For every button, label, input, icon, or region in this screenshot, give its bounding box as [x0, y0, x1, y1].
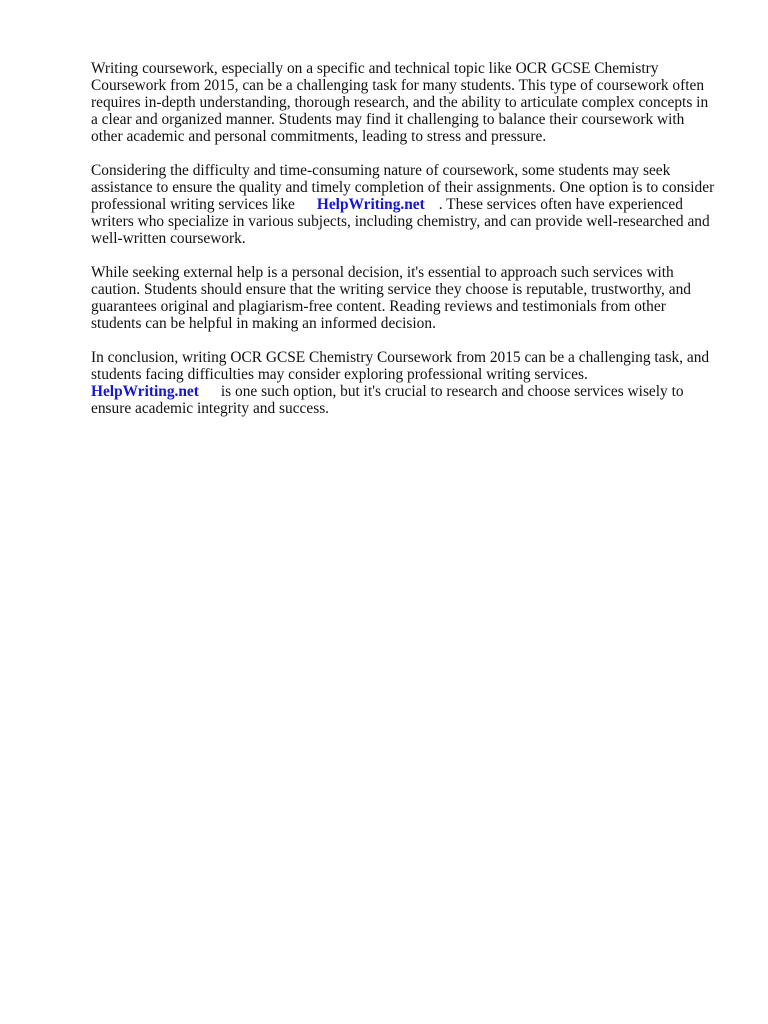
- text-line: While seeking external help is a personal decision, it's essential to approach such services with: [91, 264, 674, 281]
- text-line: In conclusion, writing OCR GCSE Chemistry Coursework from 2015 can be a challenging task, and: [91, 349, 710, 366]
- text-line: well-written coursework.: [91, 230, 246, 247]
- text-line: Considering the difficulty and time-consuming nature of coursework, some students may seek: [91, 162, 671, 179]
- text-line: other academic and personal commitments, leading to stress and pressure.: [91, 128, 547, 145]
- paragraph-conclusion: [91, 349, 731, 417]
- paragraph-caution: [91, 264, 731, 332]
- text-line: writers who specialize in various subjects, including chemistry, and can provide well-researched and: [91, 213, 710, 230]
- text-line: requires in-depth understanding, thorough research, and the ability to articulate complex concepts in: [91, 94, 709, 111]
- text-segment: professional writing services like: [91, 196, 295, 213]
- text-line: a clear and organized manner. Students may find it challenging to balance their coursework with: [91, 111, 685, 128]
- text-line: Writing coursework, especially on a specific and technical topic like OCR GCSE Chemistry: [91, 60, 659, 77]
- text-line: Coursework from 2015, can be a challenging task for many students. This type of coursework often: [91, 77, 705, 94]
- text-line: students can be helpful in making an informed decision.: [91, 315, 436, 332]
- text-line-with-link: [91, 383, 731, 400]
- text-line: ensure academic integrity and success.: [91, 400, 330, 417]
- helpwriting-link[interactable]: HelpWriting.net: [91, 383, 199, 400]
- text-line-with-link: [91, 196, 731, 213]
- text-line: caution. Students should ensure that the writing service they choose is reputable, trustworthy, and: [91, 281, 691, 298]
- paragraph-intro: [91, 60, 731, 145]
- text-line: assistance to ensure the quality and timely completion of their assignments. One option is to consider: [91, 179, 715, 196]
- document-page: [91, 60, 731, 434]
- paragraph-assistance: [91, 162, 731, 247]
- text-segment: . These services often have experienced: [438, 196, 683, 213]
- helpwriting-link[interactable]: HelpWriting.net: [316, 196, 425, 213]
- text-line: students facing difficulties may consider exploring professional writing services.: [91, 366, 588, 383]
- text-line: guarantees original and plagiarism-free content. Reading reviews and testimonials from other: [91, 298, 666, 315]
- text-segment: is one such option, but it's crucial to research and choose services wisely to: [220, 383, 684, 400]
